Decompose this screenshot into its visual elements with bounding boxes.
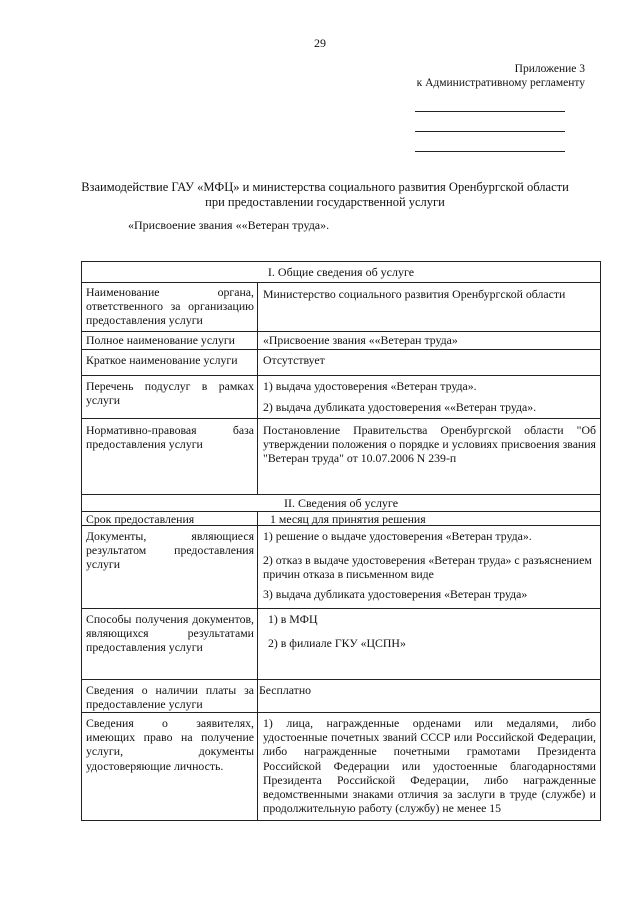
column-divider (257, 511, 258, 821)
row-value-full-name: «Присвоение звания ««Ветеран труда» (263, 333, 458, 347)
column-divider (257, 282, 258, 494)
row-label-legal-basis: Нормативно-правовая база предоставления услуги (86, 423, 254, 452)
row-label-authority: Наименование органа, ответственного за организацию предоставления услуги (86, 285, 254, 328)
section-heading-general: I. Общие сведения об услуге (267, 265, 415, 279)
result-document-item: 1) решение о выдаче удостоверения «Ветеран труда». (263, 529, 532, 543)
row-value-applicants: 1) лица, награжденные орденами или медалями, либо удостоенные почетных званий СССР или Российской Федерации, либо награжденные почетными грамотами Президента Российской Федерации или удостоенные благодарностями Президента Российской Федерации, либо награжденные ведомственными знаками отличия за заслуги в труде (службе) и продолжительную работу (службу) не менее 15 (263, 716, 596, 816)
document-title: Взаимодействие ГАУ «МФЦ» и министерства социального развития Оренбургской области при предоставлении государственной услуги (81, 180, 569, 209)
row-value-authority: Министерство социального развития Оренбургской области (263, 287, 566, 301)
appendix-line-1: Приложение 3 (514, 63, 585, 75)
receive-method-item: 1) в МФЦ (268, 612, 318, 626)
row-divider (81, 349, 601, 350)
receive-method-item: 2) в филиале ГКУ «ЦСПН» (268, 636, 406, 650)
section-heading-service: II. Сведения об услуге (283, 496, 399, 510)
document-subtitle: «Присвоение звания ««Ветеран труда». (128, 218, 330, 232)
row-value-fee: Бесплатно (259, 683, 312, 697)
result-document-item: 2) отказ в выдаче удостоверения «Ветеран труда» с разъяснением причин отказа в письменном виде (263, 553, 592, 582)
row-divider (81, 418, 601, 419)
row-label-short-name: Краткое наименование услуги (86, 353, 238, 367)
row-label-subservices: Перечень подуслуг в рамках услуги (86, 379, 254, 408)
row-divider (81, 608, 601, 609)
row-label-receive-methods: Способы получения документов, являющихся результатами предоставления услуги (86, 612, 254, 655)
subservice-item: 2) выдача дубликата удостоверения ««Ветеран труда». (263, 400, 537, 414)
row-divider (81, 712, 601, 713)
result-document-item: 3) выдача дубликата удостоверения «Ветеран труда» (263, 587, 528, 601)
row-divider (81, 375, 601, 376)
row-label-fee: Сведения о наличии платы за предоставление услуги (86, 683, 254, 712)
subservice-item: 1) выдача удостоверения «Ветеран труда». (263, 379, 477, 393)
row-value-term: 1 месяц для принятия решения (270, 512, 426, 526)
row-label-term: Срок предоставления (86, 512, 195, 526)
row-divider (81, 282, 601, 283)
row-divider (81, 331, 601, 332)
row-value-short-name: Отсутствует (263, 353, 325, 367)
row-divider (81, 494, 601, 495)
signature-line-1 (415, 111, 565, 112)
appendix-header (380, 62, 585, 90)
row-label-applicants: Сведения о заявителях, имеющих право на получение услуги, документы удостоверяющие личность. (86, 716, 254, 773)
page-number: 29 (314, 36, 326, 50)
signature-line-3 (415, 151, 565, 152)
signature-line-2 (415, 131, 565, 132)
row-value-legal-basis: Постановление Правительства Оренбургской области "Об утверждении положения о порядке и условиях присвоения звания "Ветеран труда" от 10.07.2006 N 239-п (263, 423, 596, 466)
appendix-line-2: к Административному регламенту (416, 77, 585, 89)
row-label-full-name: Полное наименование услуги (86, 333, 235, 347)
row-divider (81, 679, 601, 680)
row-label-result-documents: Документы, являющиеся результатом предоставления услуги (86, 529, 254, 572)
